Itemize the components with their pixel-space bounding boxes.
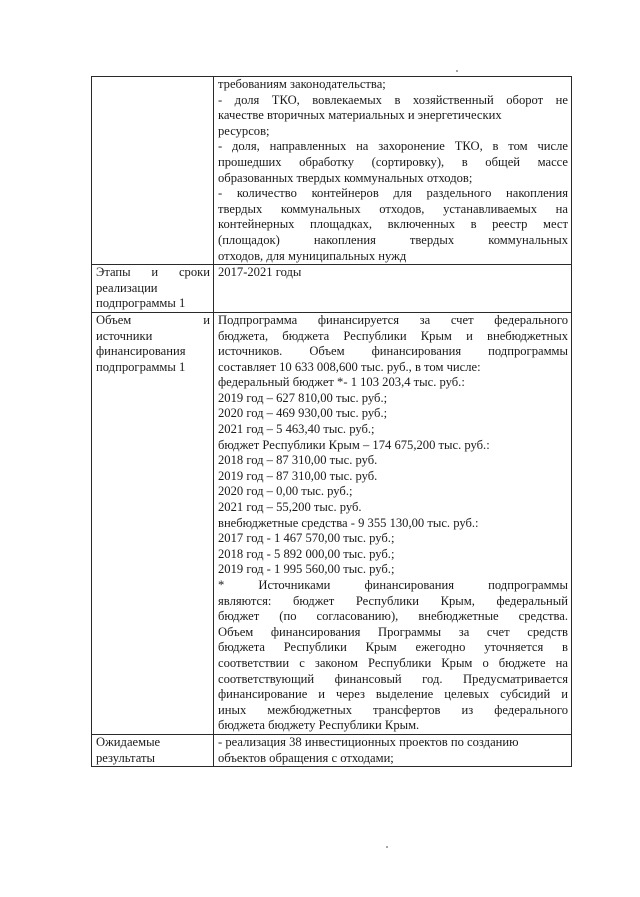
content-line: соответствующий финансовый год. Предусматривается [218,671,568,686]
label-line: подпрограммы 1 [96,296,186,311]
content-line: отходов, для муниципальных нужд [218,248,407,263]
row-content [214,312,572,734]
label-line: Объем и [96,312,210,327]
content-line: 2019 год – 627 810,00 тыс. руб.; [218,390,388,405]
row-label [92,734,214,766]
content-line: 2019 год – 87 310,00 тыс. руб. [218,468,378,483]
content-line: * Источниками финансирования подпрограммы [218,578,568,592]
row-label [92,265,214,313]
table-row-indicators [92,77,572,265]
content-line: финансирование и через выделение целевых субсидий и [218,687,568,702]
content-line: 2021 год – 5 463,40 тыс. руб.; [218,422,375,437]
content-line: - количество контейнеров для раздельного накопления [218,186,568,201]
content-line: (площадок) накопления твердых коммунальных [218,232,568,247]
content-line: 2017-2021 годы [218,265,302,280]
label-line: результаты [96,750,155,765]
label-line: источники [96,328,153,343]
row-label [92,312,214,734]
passport-table [91,76,572,767]
content-line: являются: бюджет Республики Крым, федеральный [218,593,568,608]
label-line: Этапы и сроки [96,265,210,280]
content-line: образованных твердых коммунальных отходов; [218,170,473,185]
content-line: - доля ТКО, вовлекаемых в хозяйственный оборот не [218,92,568,107]
content-line: требованиям законодательства; [218,77,386,91]
content-line: бюджета, бюджета Республики Крым и внебюджетных [218,328,568,343]
content-line: 2019 год - 1 995 560,00 тыс. руб.; [218,562,395,577]
content-line: 2017 год - 1 467 570,00 тыс. руб.; [218,531,395,546]
content-line: Подпрограмма финансируется за счет федерального [218,312,568,327]
content-line: - реализация 38 инвестиционных проектов по созданию [218,734,519,749]
content-line: прошедших обработку (сортировку), в общей массе [218,154,568,169]
label-line: подпрограммы 1 [96,359,186,374]
content-line: твердых коммунальных отходов, устанавливаемых на [218,201,568,216]
content-line: внебюджетные средства - 9 355 130,00 тыс. руб.: [218,515,479,530]
content-line: качестве вторичных материальных и энергетических [218,108,502,123]
table-row-financing [92,312,572,734]
content-line: иных межбюджетных трансфертов из федерального [218,702,568,717]
content-line: 2021 год – 55,200 тыс. руб. [218,500,362,515]
row-content [214,265,572,313]
table-row-expected-results [92,734,572,766]
label-line: Ожидаемые [96,734,161,749]
content-line: источников. Объем финансирования подпрограммы [218,344,568,359]
content-line: - доля, направленных на захоронение ТКО, в том числе [218,139,568,154]
content-line: контейнерных площадках, включенных в реестр мест [218,217,568,232]
content-line: соответствии с законом Республики Крым о бюджете на [218,655,568,670]
content-line: составляет 10 633 008,600 тыс. руб., в том числе: [218,359,481,374]
label-line: финансирования [96,344,186,359]
table-row-stages [92,265,572,313]
scan-speck [386,846,388,848]
content-line: бюджета бюджету Республики Крым. [218,718,420,733]
content-line: бюджет Республики Крым – 174 675,200 тыс. руб.: [218,437,490,452]
scan-speck [456,70,458,72]
label-line: реализации [96,280,158,295]
content-line: 2018 год – 87 310,00 тыс. руб. [218,453,378,468]
content-line: бюджета Республики Крым ежегодно уточняется в [218,640,568,655]
content-line: объектов обращения с отходами; [218,750,394,765]
row-content [214,77,572,265]
content-line: ресурсов; [218,123,270,138]
content-line: 2020 год – 0,00 тыс. руб.; [218,484,353,499]
content-line: федеральный бюджет *- 1 103 203,4 тыс. руб.: [218,375,465,390]
row-content [214,734,572,766]
row-label [92,77,214,265]
content-line: бюджет (по согласованию), внебюджетные средства. [218,609,568,624]
content-line: 2018 год - 5 892 000,00 тыс. руб.; [218,546,395,561]
content-line: 2020 год – 469 930,00 тыс. руб.; [218,406,388,421]
content-line: Объем финансирования Программы за счет средств [218,624,568,639]
